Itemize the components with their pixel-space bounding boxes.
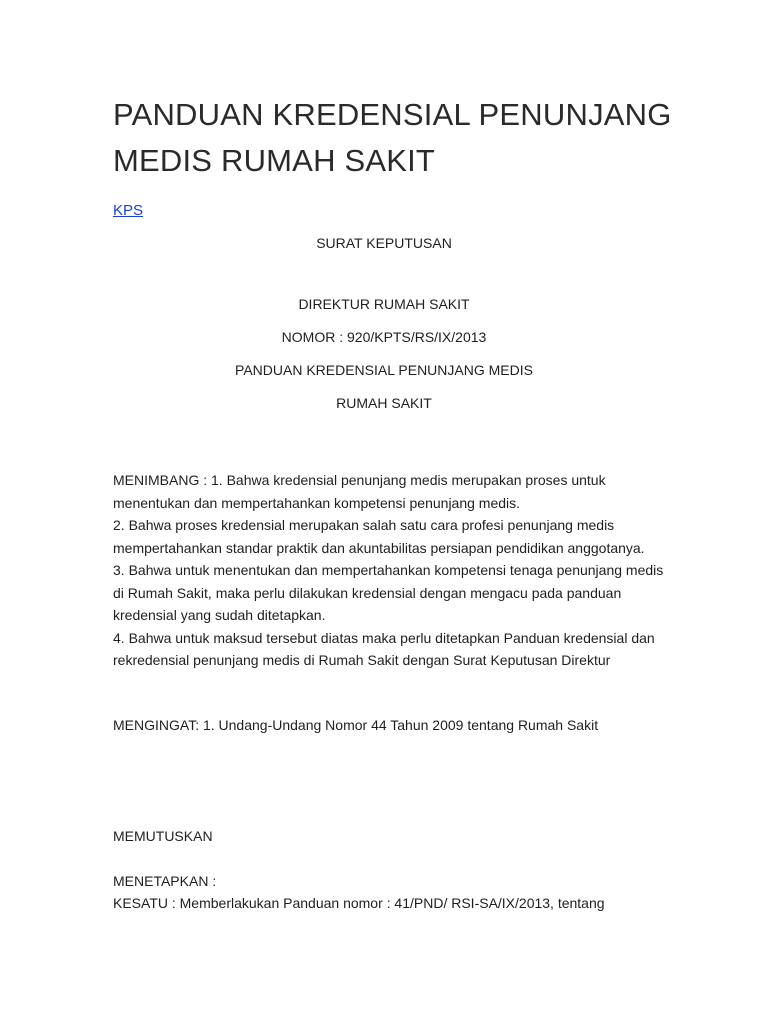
header-surat-keputusan: SURAT KEPUTUSAN — [316, 235, 452, 251]
menimbang-point-3: 3. Bahwa untuk menentukan dan mempertahankan kompetensi tenaga penunjang medis di Rumah Sakit, maka perlu dilakukan kredensial dengan mengacu pada panduan kredensial yang sudah ditetapkan. — [113, 562, 664, 623]
document-title: PANDUAN KREDENSIAL PENUNJANG MEDIS RUMAH SAKIT — [113, 97, 672, 178]
header-direktur: DIREKTUR RUMAH SAKIT — [298, 296, 470, 312]
memutuskan-heading: MEMUTUSKAN — [113, 828, 213, 844]
mengingat-line: MENGINGAT: 1. Undang-Undang Nomor 44 Tahun 2009 tentang Rumah Sakit — [113, 717, 599, 733]
kesatu-line: KESATU : Memberlakukan Panduan nomor : 41/PND/ RSI-SA/IX/2013, tentang — [113, 895, 605, 911]
header-panduan: PANDUAN KREDENSIAL PENUNJANG MEDIS — [235, 362, 533, 378]
kps-tag-link[interactable]: KPS — [113, 202, 144, 219]
menimbang-section — [113, 469, 673, 672]
menetapkan-heading: MENETAPKAN : — [113, 873, 217, 889]
menimbang-point-4: 4. Bahwa untuk maksud tersebut diatas maka perlu ditetapkan Panduan kredensial dan rekredensial penunjang medis di Rumah Sakit dengan Surat Keputusan Direktur — [113, 629, 655, 668]
header-rumah-sakit: RUMAH SAKIT — [336, 395, 432, 411]
menimbang-point-1: MENIMBANG : 1. Bahwa kredensial penunjang medis merupakan proses untuk menentukan dan mempertahankan kompetensi penunjang medis. — [113, 472, 606, 511]
header-nomor: NOMOR : 920/KPTS/RS/IX/2013 — [281, 329, 487, 345]
menimbang-point-2: 2. Bahwa proses kredensial merupakan salah satu cara profesi penunjang medis mempertahankan standar praktik dan akuntabilitas persiapan pendidikan anggotanya. — [113, 517, 645, 556]
